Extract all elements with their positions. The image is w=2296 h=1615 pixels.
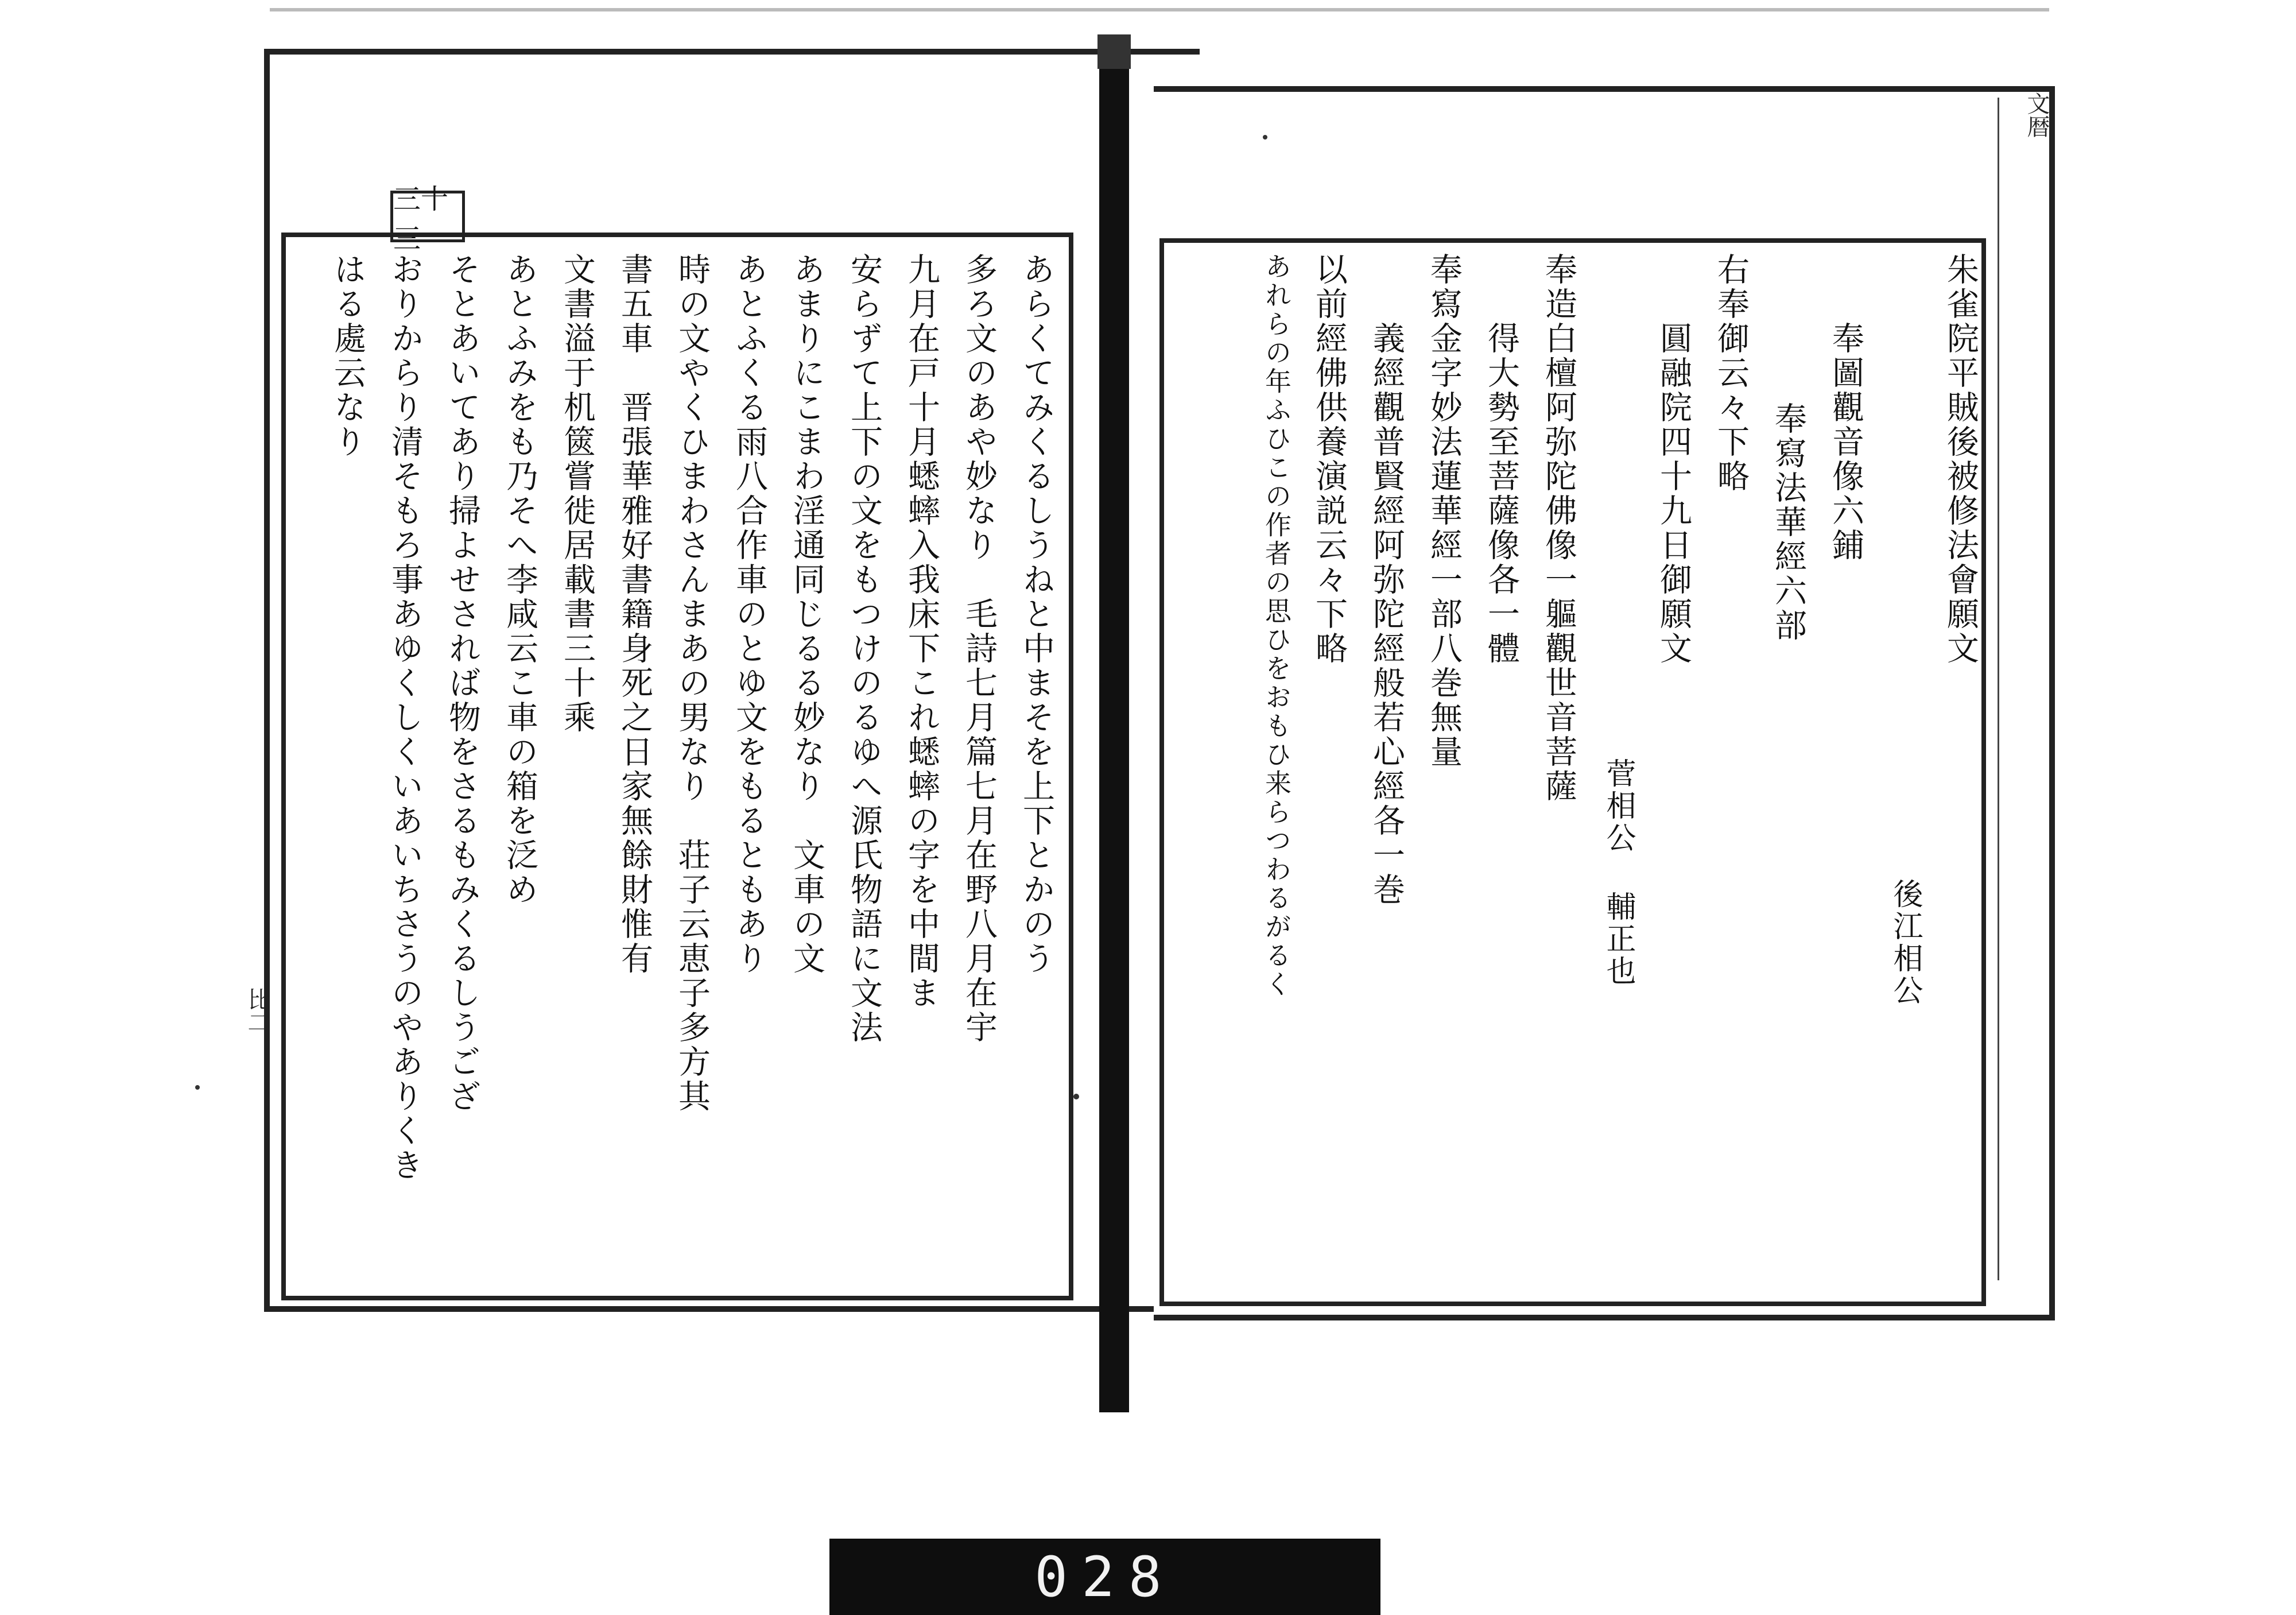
- text-column: 以前經佛供養演説云々下略: [1310, 253, 1348, 666]
- text-column: あまりにこまわ淫通同じるる妙なり 文車の文: [788, 253, 825, 976]
- text-column: 書五車 晋張華雅好書籍身死之日家無餘財惟有: [616, 253, 653, 976]
- text-column: 右奉御云々下略: [1712, 253, 1750, 494]
- archive-stamp: 028: [829, 1539, 1380, 1615]
- open-book: [207, 34, 2055, 1349]
- text-column: 文書溢于机篋嘗徙居載書三十乘: [559, 253, 596, 735]
- scan-speck: [1073, 1094, 1079, 1099]
- text-column: 奉造白檀阿弥陀佛像一軀觀世音菩薩: [1540, 253, 1577, 804]
- text-column: あらくてみくるしうねと中まそを上下とかのう: [1018, 253, 1055, 976]
- text-column: 奉寫金字妙法蓮華經一部八巻無量: [1425, 253, 1463, 769]
- page-number-box: 三十三: [390, 191, 465, 242]
- text-column: 時の文やくひまわさんまあの男なり 荘子云恵子多方其: [673, 253, 711, 1114]
- text-column: はる處云なり: [329, 253, 366, 459]
- scan-speck: [195, 1085, 200, 1090]
- scan-top-edge: [270, 8, 2049, 11]
- left-edge-label: 比二: [244, 987, 270, 1033]
- right-edge-label: 文暦: [2023, 92, 2050, 138]
- text-column: 多ろ文のあや妙なり 毛詩七月篇七月在野八月在宇: [960, 253, 998, 1045]
- spine-cap: [1097, 34, 1131, 69]
- author-name: 菅相公 輔正也: [1601, 758, 1635, 987]
- text-column: おりからり清そもろ事あゆくしくいあいちさうのやありくき: [386, 253, 424, 1183]
- text-column: 奉圖觀音像六鋪: [1827, 322, 1864, 563]
- text-column: 九月在戸十月蟋蟀入我床下これ蟋蟀の字を中間ま: [903, 253, 940, 1010]
- document-title: 朱雀院平賊後被修法會願文: [1942, 253, 1979, 666]
- scan-speck: [1263, 135, 1267, 140]
- author-name: 後江相公: [1888, 878, 1922, 1007]
- text-column: あとふみをも乃そへ李咸云こ車の箱を泛め: [501, 253, 538, 907]
- text-column: あれらの年ふひこの作者の思ひをおもひ来らつわるがるく: [1261, 253, 1292, 999]
- text-column: そとあいてあり掃よせされば物をさるもみくるしうござ: [444, 253, 481, 1114]
- text-column: 奉寫法華經六部: [1770, 402, 1807, 643]
- text-column: 得大勢至菩薩像各一體: [1483, 322, 1520, 666]
- text-column: 義經觀普賢經阿弥陀經般若心經各一巻: [1368, 322, 1405, 907]
- text-column: あとふくる雨八合作車のとゆ文をもるともあり: [731, 253, 768, 976]
- left-page-columns: [316, 253, 1062, 1286]
- right-page-columns: [1194, 253, 1986, 1286]
- right-margin-rule: [1998, 98, 1999, 1280]
- text-column: 圓融院四十九日御願文: [1655, 322, 1692, 666]
- book-spine: [1099, 34, 1129, 1412]
- text-column: 安らずて上下の文をもつけのるゆへ源氏物語に文法: [846, 253, 883, 1045]
